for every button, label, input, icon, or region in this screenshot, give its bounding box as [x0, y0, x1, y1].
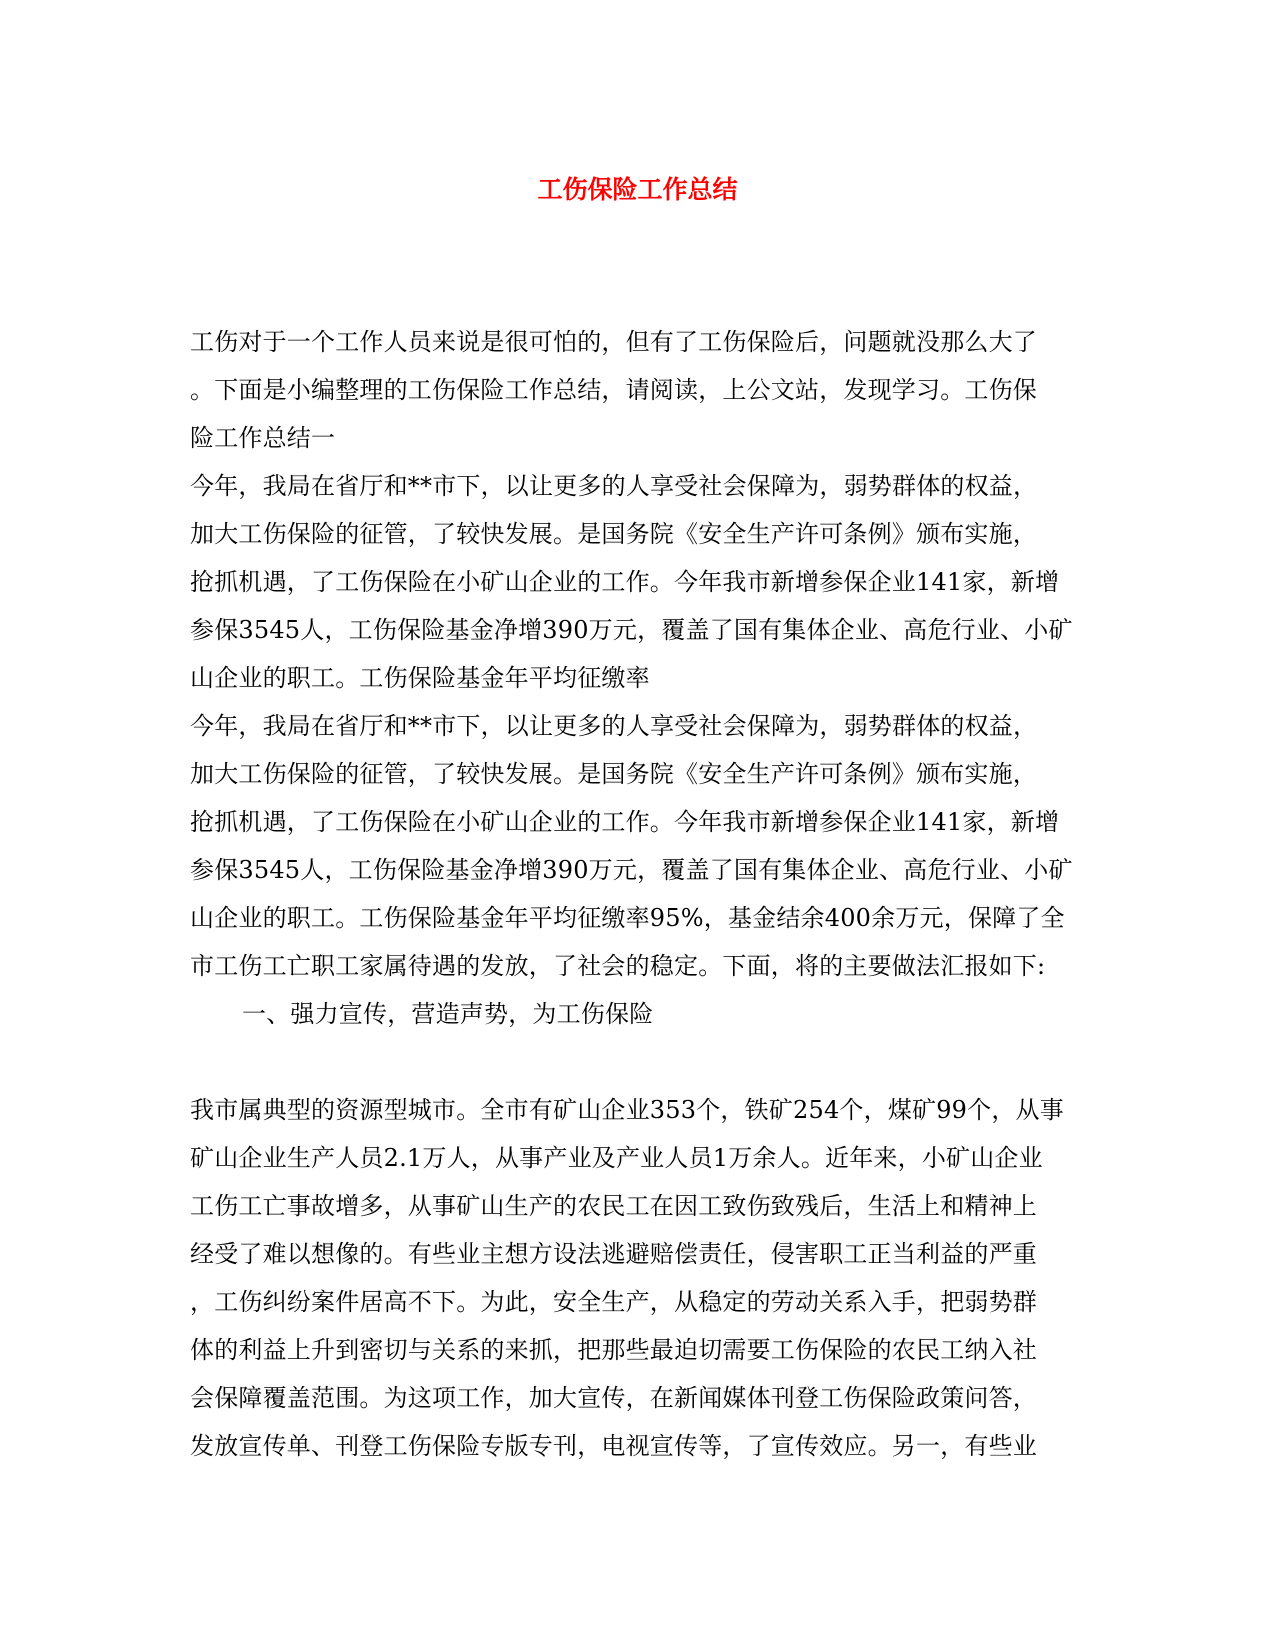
text-line: 我市属典型的资源型城市。全市有矿山企业353个，铁矿254个，煤矿99个，从事 — [190, 1096, 1064, 1124]
text-line: 参保3545人，工伤保险基金净增390万元，覆盖了国有集体企业、高危行业、小矿 — [190, 616, 1073, 644]
section-heading: 一、强力宣传，营造声势，为工伤保险 — [242, 1000, 654, 1028]
text-line: 参保3545人，工伤保险基金净增390万元，覆盖了国有集体企业、高危行业、小矿 — [190, 856, 1073, 884]
paragraph-3 — [190, 1086, 1095, 1470]
text-line: 会保障覆盖范围。为这项工作，加大宣传，在新闻媒体刊登工伤保险政策问答， — [190, 1384, 1037, 1412]
text-line: 工伤工亡事故增多，从事矿山生产的农民工在因工致伤致残后，生活上和精神上 — [190, 1192, 1037, 1220]
text-line: 今年，我局在省厅和**市下，以让更多的人享受社会保障为，弱势群体的权益， — [190, 472, 1038, 500]
text-line: 市工伤工亡职工家属待遇的发放，了社会的稳定。下面，将的主要做法汇报如下: — [190, 952, 1046, 980]
text-line: 加大工伤保险的征管，了较快发展。是国务院《安全生产许可条例》颁布实施， — [190, 760, 1037, 788]
text-line: 体的利益上升到密切与关系的来抓，把那些最迫切需要工伤保险的农民工纳入社 — [190, 1336, 1037, 1364]
paragraph-1 — [190, 462, 1095, 702]
intro-paragraph — [190, 318, 1095, 462]
document-body — [190, 318, 1095, 1470]
text-line: 山企业的职工。工伤保险基金年平均征缴率95%，基金结余400余万元，保障了全 — [190, 904, 1065, 932]
text-line: 。下面是小编整理的工伤保险工作总结，请阅读，上公文站，发现学习。工伤保 — [190, 376, 1037, 404]
text-line: 山企业的职工。工伤保险基金年平均征缴率 — [190, 664, 650, 692]
text-line: 今年，我局在省厅和**市下，以让更多的人享受社会保障为，弱势群体的权益， — [190, 712, 1038, 740]
text-line: ，工伤纠纷案件居高不下。为此，安全生产，从稳定的劳动关系入手，把弱势群 — [190, 1288, 1037, 1316]
text-line: 加大工伤保险的征管，了较快发展。是国务院《安全生产许可条例》颁布实施， — [190, 520, 1037, 548]
paragraph-2 — [190, 702, 1095, 990]
text-line: 抢抓机遇，了工伤保险在小矿山企业的工作。今年我市新增参保企业141家，新增 — [190, 568, 1060, 596]
text-line: 矿山企业生产人员2.1万人，从事产业及产业人员1万余人。近年来，小矿山企业 — [190, 1144, 1043, 1172]
document-title: 工伤保险工作总结 — [537, 175, 738, 204]
text-line: 工伤对于一个工作人员来说是很可怕的，但有了工伤保险后，问题就没那么大了 — [190, 328, 1037, 356]
text-line: 发放宣传单、刊登工伤保险专版专刊，电视宣传等，了宣传效应。另一，有些业 — [190, 1432, 1037, 1460]
paragraph-spacer — [190, 1038, 1095, 1086]
text-line: 经受了难以想像的。有些业主想方设法逃避赔偿责任，侵害职工正当利益的严重 — [190, 1240, 1037, 1268]
text-line: 抢抓机遇，了工伤保险在小矿山企业的工作。今年我市新增参保企业141家，新增 — [190, 808, 1060, 836]
text-line: 险工作总结一 — [190, 424, 336, 452]
